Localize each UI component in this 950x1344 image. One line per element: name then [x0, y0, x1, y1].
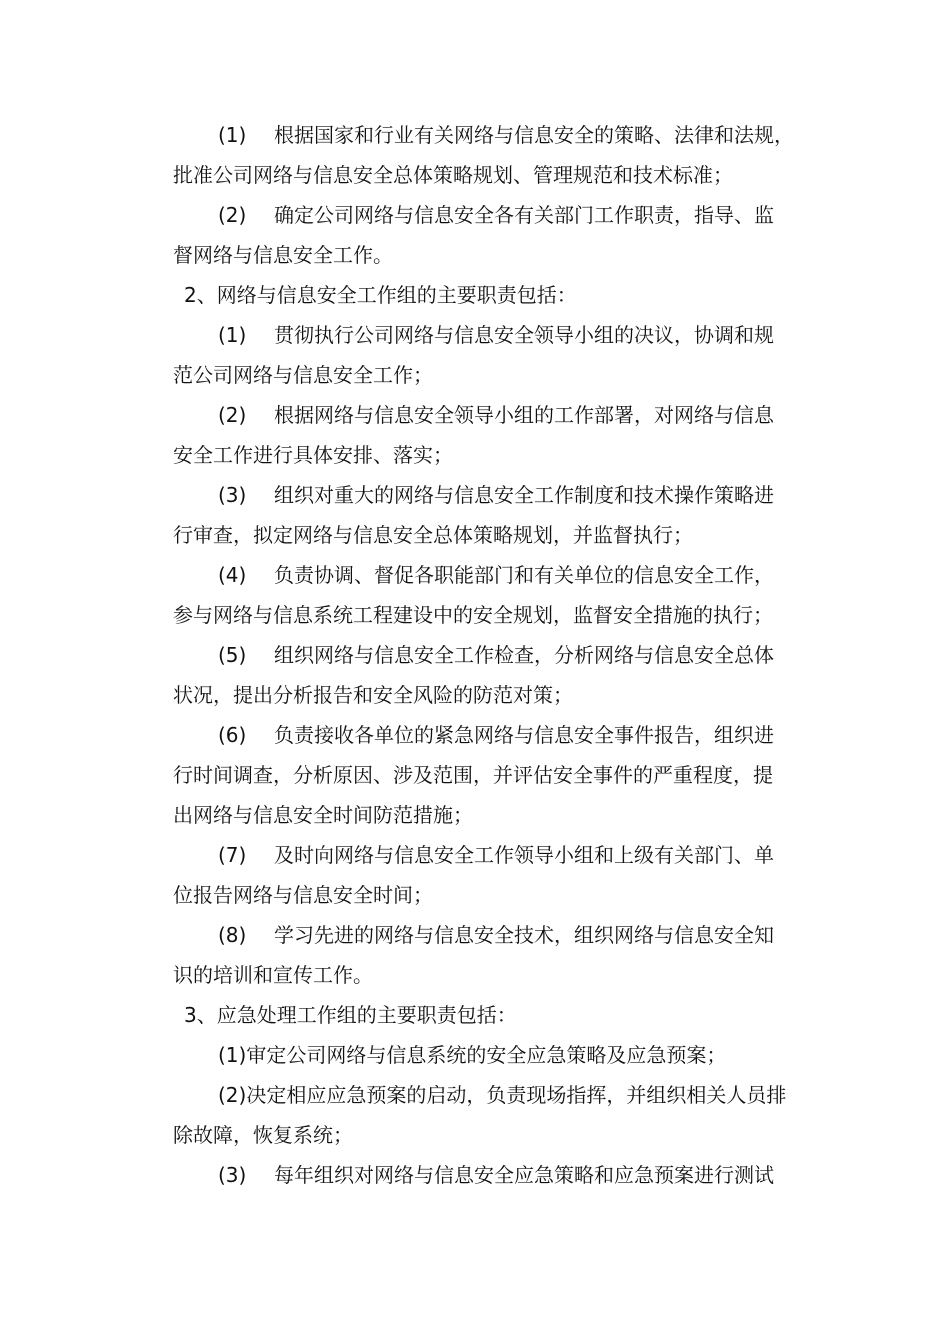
item-number: (1) — [218, 123, 247, 147]
item-number: (4) — [218, 563, 247, 587]
continuation-line: 除故障，恢复系统； — [173, 1123, 353, 1147]
list-item — [218, 323, 774, 347]
continuation-line: 行时间调查，分析原因、涉及范围，并评估安全事件的严重程度，提 — [173, 763, 773, 787]
list-item — [218, 923, 774, 947]
list-item — [218, 403, 774, 427]
item-number: (3) — [218, 483, 247, 507]
continuation-line: 范公司网络与信息安全工作； — [173, 363, 433, 387]
continuation-line: 识的培训和宣传工作。 — [173, 963, 373, 987]
continuation-line: 状况，提出分析报告和安全风险的防范对策； — [173, 683, 573, 707]
item-text: 确定公司网络与信息安全各有关部门工作职责，指导、监 — [274, 203, 774, 227]
list-item — [218, 723, 774, 747]
item-text: 根据网络与信息安全领导小组的工作部署，对网络与信息 — [274, 403, 774, 427]
list-item — [218, 643, 774, 667]
item-number: (2) — [218, 203, 247, 227]
item-number: (6) — [218, 723, 247, 747]
list-item — [218, 123, 794, 147]
continuation-line: 行审查，拟定网络与信息安全总体策略规划，并监督执行； — [173, 523, 693, 547]
item-text: 每年组织对网络与信息安全应急策略和应急预案进行测试 — [274, 1163, 774, 1187]
item-number: (5) — [218, 643, 247, 667]
continuation-line: 安全工作进行具体安排、落实； — [173, 443, 453, 467]
item-number: (7) — [218, 843, 247, 867]
item-number: (2) — [218, 403, 247, 427]
list-item — [218, 1163, 774, 1187]
item-number: (8) — [218, 923, 247, 947]
continuation-line: 督网络与信息安全工作。 — [173, 243, 393, 267]
list-item — [218, 483, 774, 507]
list-item — [218, 563, 774, 587]
item-text: 根据国家和行业有关网络与信息安全的策略、法律和法规， — [274, 123, 794, 147]
list-item-inline: (2)决定相应应急预案的启动，负责现场指挥，并组织相关人员排 — [218, 1083, 787, 1107]
item-text: 组织对重大的网络与信息安全工作制度和技术操作策略进 — [274, 483, 774, 507]
item-number: (3) — [218, 1163, 247, 1187]
list-item-inline: (1)审定公司网络与信息系统的安全应急策略及应急预案； — [218, 1043, 727, 1067]
item-text: 负责接收各单位的紧急网络与信息安全事件报告，组织进 — [274, 723, 774, 747]
continuation-line: 批准公司网络与信息安全总体策略规划、管理规范和技术标准； — [173, 163, 733, 187]
item-text: 及时向网络与信息安全工作领导小组和上级有关部门、单 — [274, 843, 774, 867]
item-text: 组织网络与信息安全工作检查，分析网络与信息安全总体 — [274, 643, 774, 667]
item-text: 学习先进的网络与信息安全技术，组织网络与信息安全知 — [274, 923, 774, 947]
continuation-line: 参与网络与信息系统工程建设中的安全规划，监督安全措施的执行； — [173, 603, 773, 627]
continuation-line: 位报告网络与信息安全时间； — [173, 883, 433, 907]
continuation-line: 出网络与信息安全时间防范措施； — [173, 803, 473, 827]
section-heading: 3、应急处理工作组的主要职责包括： — [184, 1003, 517, 1027]
item-text: 负责协调、督促各职能部门和有关单位的信息安全工作， — [274, 563, 774, 587]
list-item — [218, 203, 774, 227]
item-text: 贯彻执行公司网络与信息安全领导小组的决议，协调和规 — [274, 323, 774, 347]
list-item — [218, 843, 774, 867]
section-heading: 2、网络与信息安全工作组的主要职责包括： — [184, 283, 577, 307]
item-number: (1) — [218, 323, 247, 347]
